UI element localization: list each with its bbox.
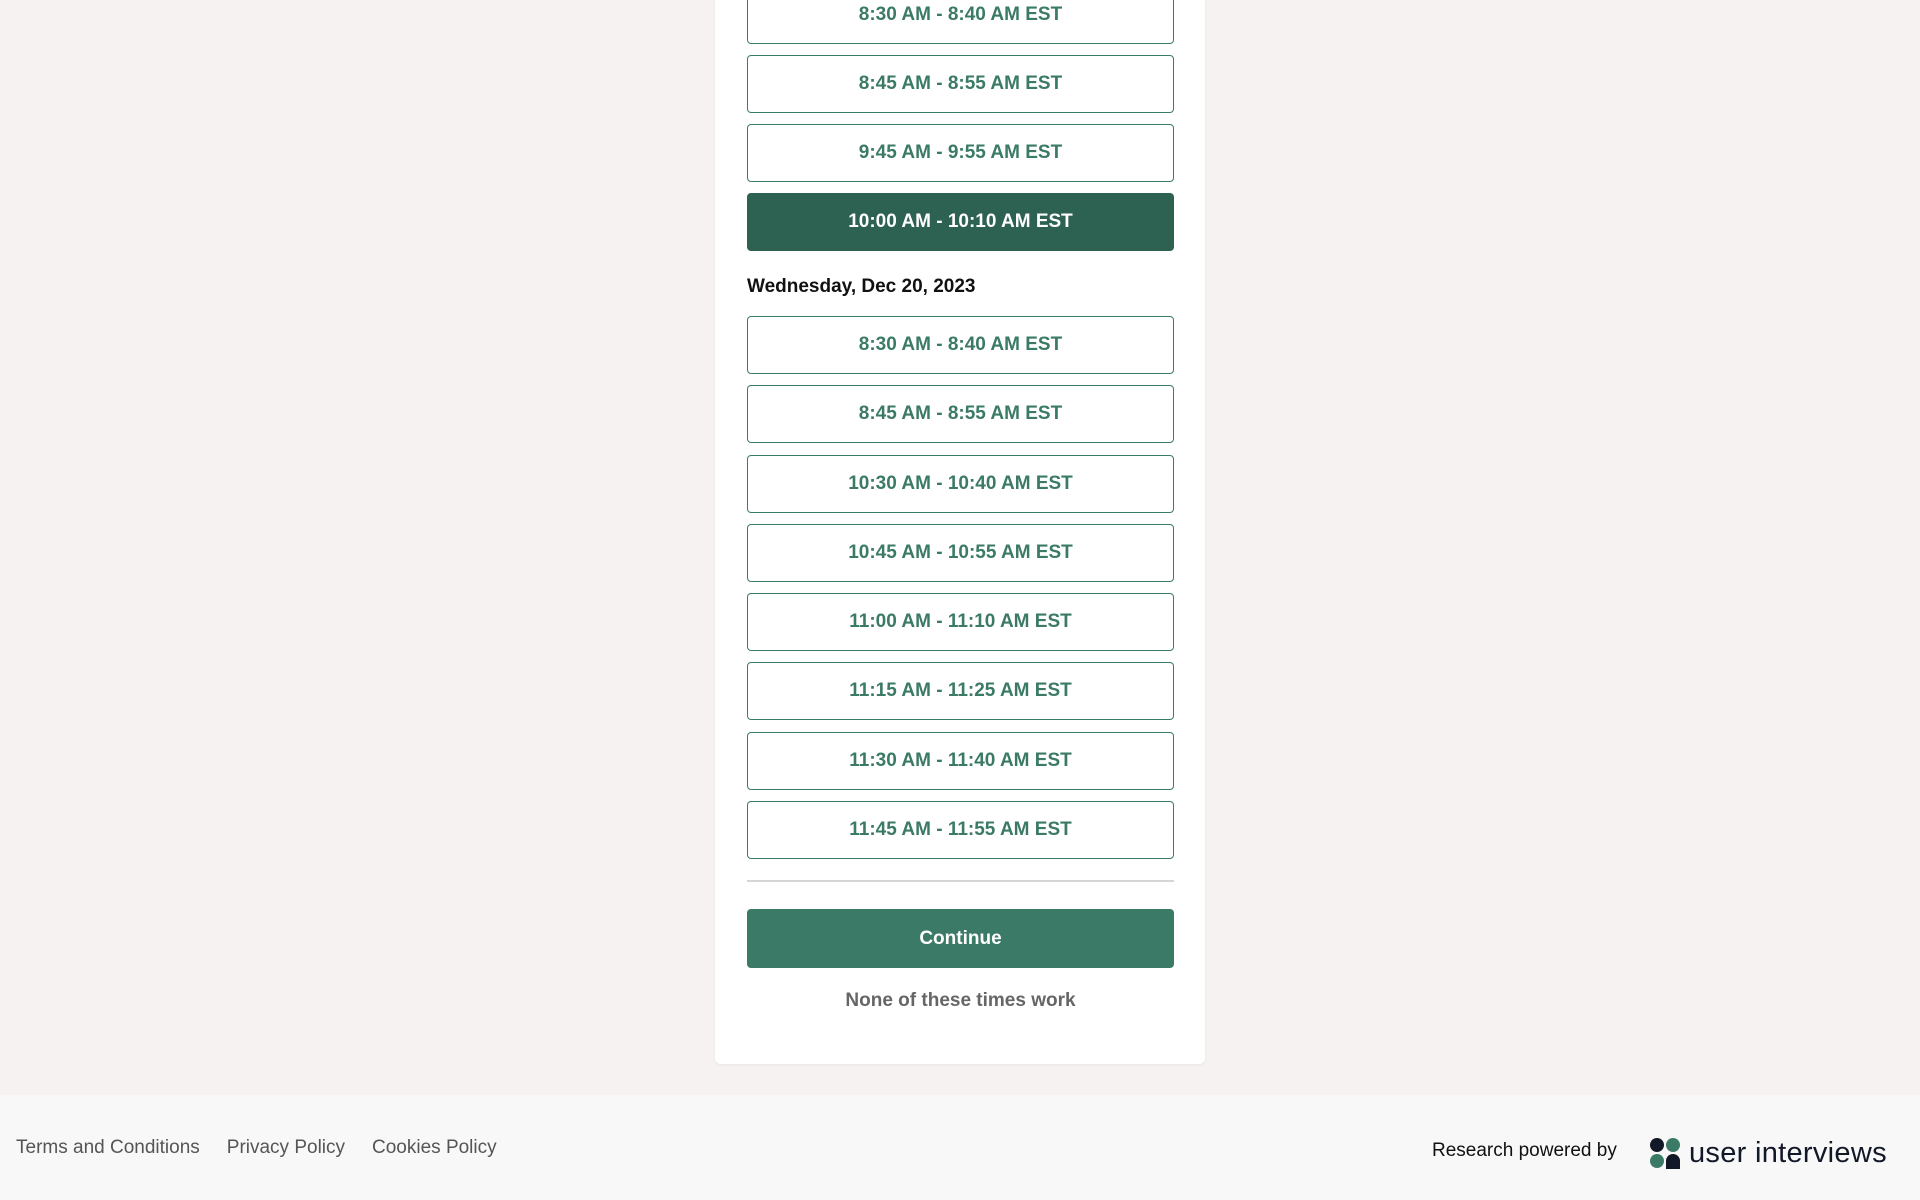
- terms-link[interactable]: Terms and Conditions: [16, 1137, 200, 1158]
- time-slot[interactable]: 10:45 AM - 10:55 AM EST: [747, 524, 1174, 582]
- cookies-link[interactable]: Cookies Policy: [372, 1137, 497, 1158]
- time-slot[interactable]: 8:45 AM - 8:55 AM EST: [747, 385, 1174, 443]
- time-slot[interactable]: 8:30 AM - 8:40 AM EST: [747, 316, 1174, 374]
- time-slot[interactable]: 11:30 AM - 11:40 AM EST: [747, 732, 1174, 790]
- privacy-link[interactable]: Privacy Policy: [226, 1137, 346, 1158]
- time-slot[interactable]: 11:15 AM - 11:25 AM EST: [747, 662, 1174, 720]
- powered-by-text: Research powered by: [1432, 1140, 1617, 1161]
- time-slot[interactable]: 11:00 AM - 11:10 AM EST: [747, 593, 1174, 651]
- time-slot-selected[interactable]: 10:00 AM - 10:10 AM EST: [747, 193, 1174, 251]
- day-heading: Wednesday, Dec 20, 2023: [747, 276, 976, 297]
- continue-button[interactable]: Continue: [747, 909, 1174, 968]
- time-slot[interactable]: 8:45 AM - 8:55 AM EST: [747, 55, 1174, 113]
- footer-links: [16, 1133, 497, 1163]
- time-slot[interactable]: 9:45 AM - 9:55 AM EST: [747, 124, 1174, 182]
- divider: [747, 880, 1174, 882]
- time-slot[interactable]: 10:30 AM - 10:40 AM EST: [747, 455, 1174, 513]
- none-of-these-times-work-link[interactable]: None of these times work: [845, 990, 1076, 1011]
- user-interviews-logo[interactable]: [1649, 1136, 1887, 1170]
- time-slot[interactable]: 11:45 AM - 11:55 AM EST: [747, 801, 1174, 859]
- user-interviews-logo-icon: [1649, 1137, 1681, 1169]
- time-slot[interactable]: 8:30 AM - 8:40 AM EST: [747, 0, 1174, 44]
- brand-name: user interviews: [1689, 1136, 1887, 1169]
